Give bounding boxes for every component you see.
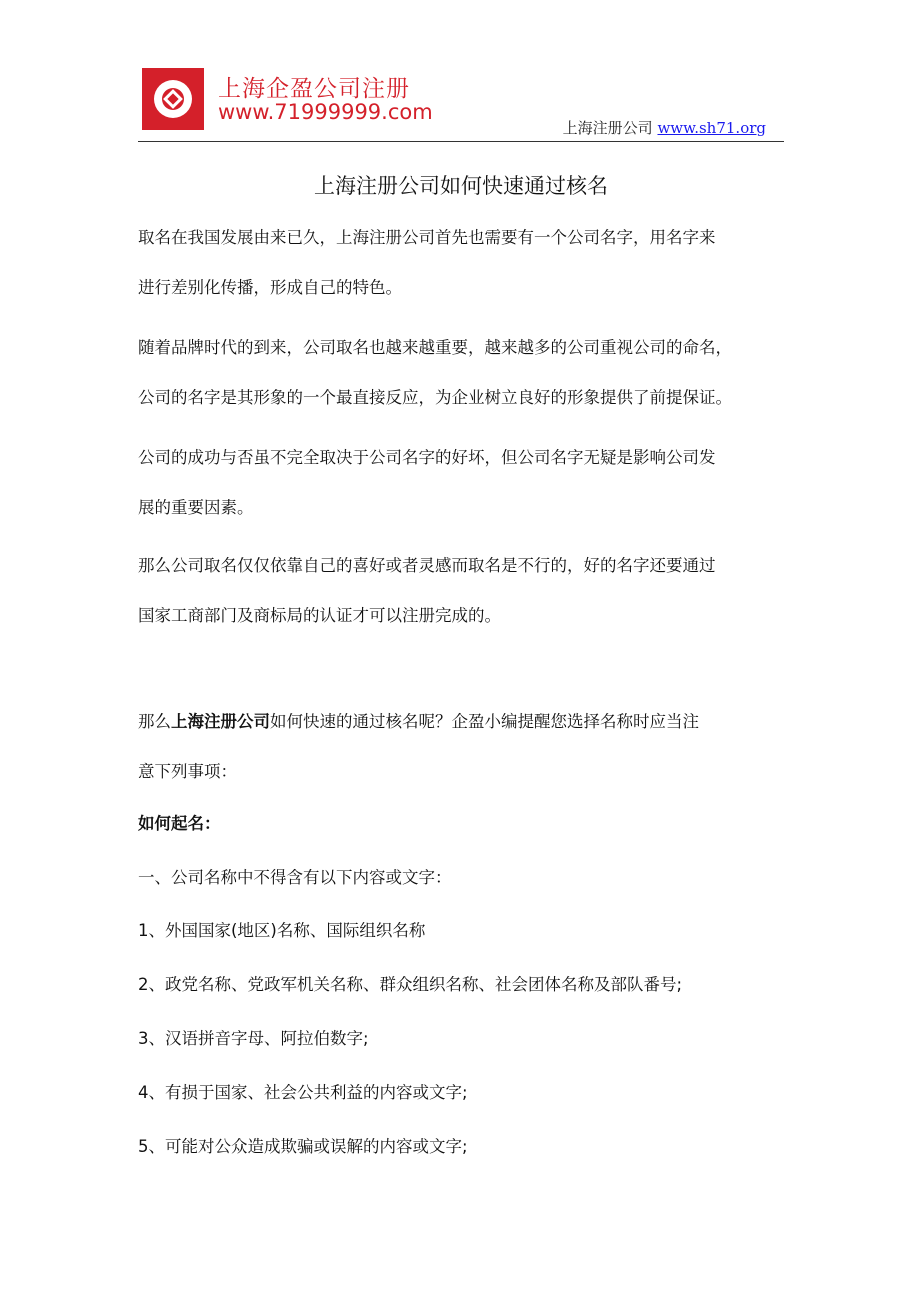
page-header	[138, 64, 784, 142]
paragraph-3	[138, 433, 788, 533]
paragraph-2	[138, 323, 788, 423]
paragraph-line: 那么公司取名仅仅依靠自己的喜好或者灵感而取名是不行的，好的名字还要通过	[138, 556, 716, 575]
intro-keyword-link[interactable]: 上海注册公司	[171, 712, 270, 731]
paragraph-4	[138, 541, 788, 641]
paragraph-line: 随着品牌时代的到来，公司取名也越来越重要，越来越多的公司重视公司的命名，	[138, 338, 732, 357]
paragraph-line: 展的重要因素。	[138, 498, 254, 517]
header-divider	[138, 141, 784, 142]
paragraph-line: 公司的名字是其形象的一个最直接反应，为企业树立良好的形象提供了前提保证。	[138, 388, 732, 407]
list-item-3: 3、汉语拼音字母、阿拉伯数字;	[138, 1029, 369, 1048]
section-heading: 如何起名：	[138, 814, 221, 833]
list-item-1: 1、外国国家(地区)名称、国际组织名称	[138, 921, 426, 940]
intro-line-2: 意下列事项：	[138, 762, 237, 781]
intro-prefix: 那么	[138, 712, 171, 731]
list-item-4: 4、有损于国家、社会公共利益的内容或文字;	[138, 1083, 468, 1102]
list-heading: 一、公司名称中不得含有以下内容或文字：	[138, 868, 452, 887]
header-contact	[563, 117, 766, 138]
intro-suffix: 如何快速的通过核名呢？企盈小编提醒您选择名称时应当注	[270, 712, 699, 731]
list-item-5: 5、可能对公众造成欺骗或误解的内容或文字;	[138, 1137, 468, 1156]
paragraph-line: 进行差别化传播，形成自己的特色。	[138, 278, 402, 297]
paragraph-line: 公司的成功与否虽不完全取决于公司名字的好坏，但公司名字无疑是影响公司发	[138, 448, 716, 467]
brand-url: www.71999999.com	[218, 100, 433, 124]
paragraph-1	[138, 213, 788, 313]
intro-paragraph	[138, 697, 788, 797]
paragraph-line: 国家工商部门及商标局的认证才可以注册完成的。	[138, 606, 501, 625]
company-logo-icon	[142, 68, 204, 130]
header-right-text: 上海注册公司	[562, 119, 653, 137]
page-title: 上海注册公司如何快速通过核名	[314, 174, 608, 198]
paragraph-line: 取名在我国发展由来已久，上海注册公司首先也需要有一个公司名字，用名字来	[138, 228, 716, 247]
brand-name: 上海企盈公司注册	[218, 76, 410, 102]
header-website-link[interactable]: www.sh71.org	[657, 119, 766, 137]
list-item-2: 2、政党名称、党政军机关名称、群众组织名称、社会团体名称及部队番号;	[138, 975, 683, 994]
intro-line	[138, 697, 788, 747]
